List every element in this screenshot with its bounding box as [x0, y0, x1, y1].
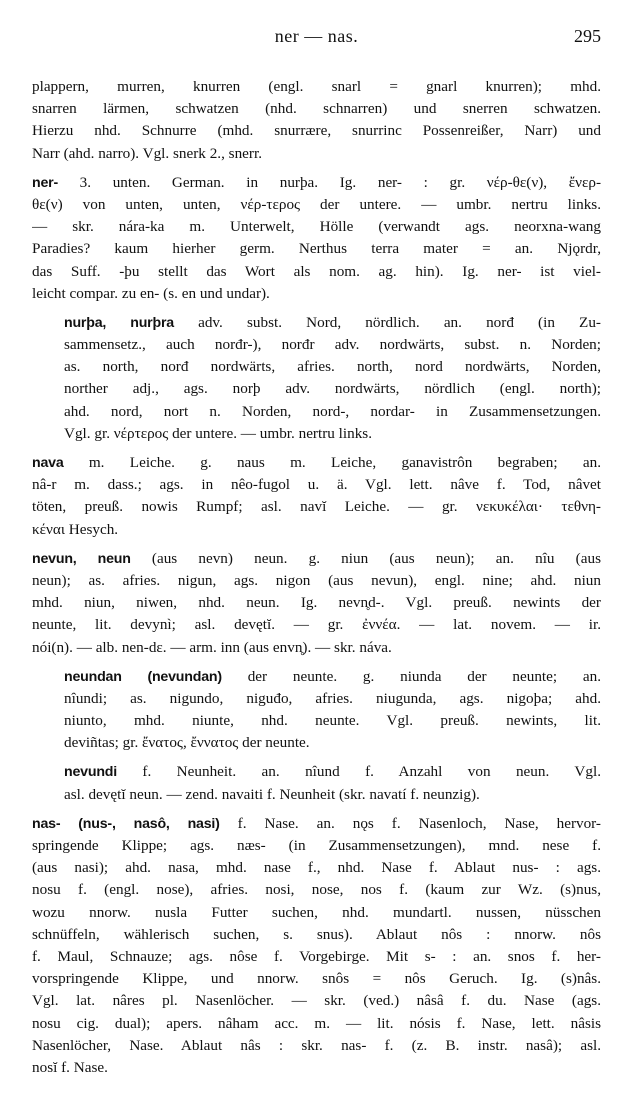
line-text: vorspringende Klippe, und nnorw. snôs = nôs Geruch. Ig. (s)nâs.	[32, 970, 601, 988]
line-text: deviñtas; gr. ἔνατος, ἔννατος der neunte.	[64, 734, 310, 752]
entry-line	[32, 1013, 601, 1035]
line-text: niunto, mhd. niunte, nhd. neunte. Vgl. preuß. newints, lit.	[64, 712, 601, 730]
line-text: f. Nase. an. nǫs f. Nasenloch, Nase, hervor-	[219, 814, 601, 832]
entry-nava	[32, 452, 601, 541]
entry-line	[32, 946, 601, 968]
line-text: der neunte. g. niunda der neunte; an.	[221, 667, 601, 685]
entry-nas	[32, 813, 601, 1079]
line-text: κέναι Hesych.	[32, 520, 119, 538]
line-text: Hierzu nhd. Schnurre (mhd. snurrære, snurrinc Possenreißer, Narr) und	[32, 122, 601, 140]
entry-line	[32, 283, 601, 305]
line-text: θε(ν) von unten, unten, νέρ-τερος der untere. — umbr. nertru links.	[32, 195, 601, 213]
line-text: nosu f. (engl. nose), afries. nosi, nose, nos f. (kaum zur Wz. (s)nus,	[32, 881, 601, 899]
entry-ner	[32, 172, 601, 305]
entry-line	[32, 902, 601, 924]
entry-line	[32, 968, 601, 990]
entry-line	[64, 334, 601, 356]
headword: nava	[32, 455, 64, 471]
entry-line	[32, 519, 601, 541]
entry-line	[32, 261, 601, 283]
entry-line	[32, 143, 601, 165]
entry-line	[32, 990, 601, 1012]
line-text: nîundi; as. nigundo, niguđo, afries. niugunda, ags. nigoþa; ahd.	[64, 689, 601, 707]
headword: ner-	[32, 174, 59, 191]
line-text: töten, preuß. nowis Rumpf; asl. navĭ Leiche. — gr. νεκυκέλαι· τεθνη-	[32, 498, 601, 516]
entry-line	[32, 1035, 601, 1057]
entry-line	[32, 172, 601, 194]
line-text: snarren lärmen, schwatzen (nhd. schnarren) und snerren schwatzen.	[32, 100, 601, 118]
entry-line	[64, 423, 601, 445]
line-text: norther adj., ags. norþ adv. nordwärts, nördlich (engl. north);	[64, 380, 601, 398]
line-text: Narr (ahd. narro). Vgl. snerk 2., snerr.	[32, 144, 262, 162]
line-text: springende Klippe; ags. næs- (in Zusammensetzungen), mnd. nese f.	[32, 837, 601, 854]
line-text: nosĭ f. Nase.	[32, 1058, 108, 1076]
line-text: leicht compar. zu en- (s. en und undar).	[32, 284, 270, 302]
line-text: f. Maul, Schnauze; ags. nôse f. Vorgebirge. Mit s- : an. snos f. her-	[32, 947, 601, 965]
entry-line	[64, 356, 601, 378]
entry-neundan	[32, 666, 601, 755]
entry-line	[32, 496, 601, 518]
entry-line	[32, 1057, 601, 1079]
headword: nevun, neun	[32, 550, 131, 567]
entry-line	[64, 784, 601, 806]
entry-line	[32, 813, 601, 835]
line-text: (aus nasi); ahd. nasa, mhd. nase f., nhd. Nase f. Ablaut nus- : ags.	[32, 859, 601, 877]
entry-line	[32, 238, 601, 260]
line-text: f. Neunheit. an. nîund f. Anzahl von neun. Vgl.	[117, 763, 601, 781]
entry-line	[32, 879, 601, 901]
entry-line	[32, 924, 601, 946]
line-text: schnüffeln, wählerisch suchen, s. snus). Ablaut nôs : nnorw. nôs	[32, 925, 601, 943]
entry-line	[32, 835, 601, 857]
entry-line	[32, 548, 601, 570]
line-text: neunte, lit. devynì; asl. devętĭ. — gr. ἐννέα. — lat. novem. — ir.	[32, 616, 601, 634]
line-text: as. north, norđ nordwärts, afries. north, nord nordwärts, Norden,	[64, 358, 601, 376]
entry-line	[32, 474, 601, 496]
entry-line	[32, 216, 601, 238]
entry-line	[64, 732, 601, 754]
line-text: nosu cig. dual); apers. nâham acc. m. — lit. nósis f. Nase, lett. nâsis	[32, 1014, 601, 1032]
line-text: (aus nevn) neun. g. niun (aus neun); an. nîu (aus	[130, 549, 601, 567]
line-text: adv. subst. Nord, nördlich. an. norđ (in Zu-	[173, 313, 601, 331]
entry-line	[32, 614, 601, 636]
entry-snerren	[32, 76, 601, 165]
line-text: ahd. nord, nort n. Norden, nord-, nordar- in Zusammensetzungen.	[64, 402, 601, 420]
line-text: sammensetz., auch norđr-), norđr adv. nordwärts, subst. n. Norden;	[64, 336, 601, 354]
entry-line	[32, 452, 601, 474]
entry-line	[32, 592, 601, 614]
line-text: das Suff. -þu stellt das Wort als nom. ag. hin). Ig. ner- ist viel-	[32, 262, 601, 280]
entry-line	[64, 401, 601, 423]
headword: neundan (nevundan)	[64, 668, 222, 685]
line-text: asl. devętĭ neun. — zend. navaiti f. Neunheit (skr. navatí f. neunzig).	[64, 785, 480, 803]
line-text: wozu nnorw. nusla Futter suchen, nhd. mundartl. nussen, nüsschen	[32, 903, 601, 921]
entry-line	[64, 710, 601, 732]
line-text: Paradies? kaum hierher germ. Nerthus terra mater = an. Njǫrdr,	[32, 240, 601, 258]
line-text: nói(n). — alb. nen-dε. — arm. inn (aus envn̥). — skr. náva.	[32, 638, 392, 656]
entry-line	[32, 637, 601, 659]
headword: nas- (nus-, nasô, nasi)	[32, 815, 220, 832]
dictionary-body	[32, 76, 601, 1086]
line-text: plappern, murren, knurren (engl. snarl = gnarl knurren); mhd.	[32, 78, 601, 95]
line-text: — skr. nára-ka m. Unterwelt, Hölle (verwandt ags. neorxna-wang	[32, 218, 601, 236]
line-text: 3. unten. German. in nurþa. Ig. ner- : gr. νέρ-θε(ν), ἔνερ-	[58, 173, 601, 191]
line-text: Vgl. gr. νέρτερος der untere. — umbr. nertru links.	[64, 424, 372, 442]
line-text: mhd. niun, niwen, nhd. neun. Ig. nevn̥d-. Vgl. preuß. newints der	[32, 594, 601, 612]
entry-line	[64, 312, 601, 334]
entry-nurtha	[32, 312, 601, 445]
entry-line	[32, 120, 601, 142]
entry-line	[32, 98, 601, 120]
line-text: nâ-r m. dass.; ags. in nêo-fugol u. ä. Vgl. lett. nâve f. Tod, nâvet	[32, 476, 601, 494]
headword: nurþa, nurþra	[64, 314, 174, 331]
entry-line	[64, 688, 601, 710]
entry-nevun	[32, 548, 601, 659]
entry-line	[64, 378, 601, 400]
running-head: ner — nas.	[274, 26, 359, 46]
headword: nevundi	[64, 764, 117, 781]
entry-line	[32, 570, 601, 592]
line-text: Nasenlöcher, Nase. Ablaut nâs : skr. nas- f. (z. B. instr. nasâ); asl.	[32, 1036, 601, 1054]
entry-line	[32, 76, 601, 98]
entry-nevundi	[32, 761, 601, 805]
entry-line	[64, 761, 601, 783]
line-text: m. Leiche. g. naus m. Leiche, ganavistrôn begraben; an.	[63, 454, 601, 471]
line-text: Vgl. lat. nâres pl. Nasenlöcher. — skr. (ved.) nâsâ f. du. Nase (ags.	[32, 992, 601, 1010]
page-header	[32, 26, 601, 50]
page-number: 295	[574, 26, 601, 46]
entry-line	[32, 857, 601, 879]
entry-line	[64, 666, 601, 688]
entry-line	[32, 194, 601, 216]
line-text: neun); as. afries. nigun, ags. nigon (aus nevun), engl. nine; ahd. niun	[32, 571, 601, 589]
